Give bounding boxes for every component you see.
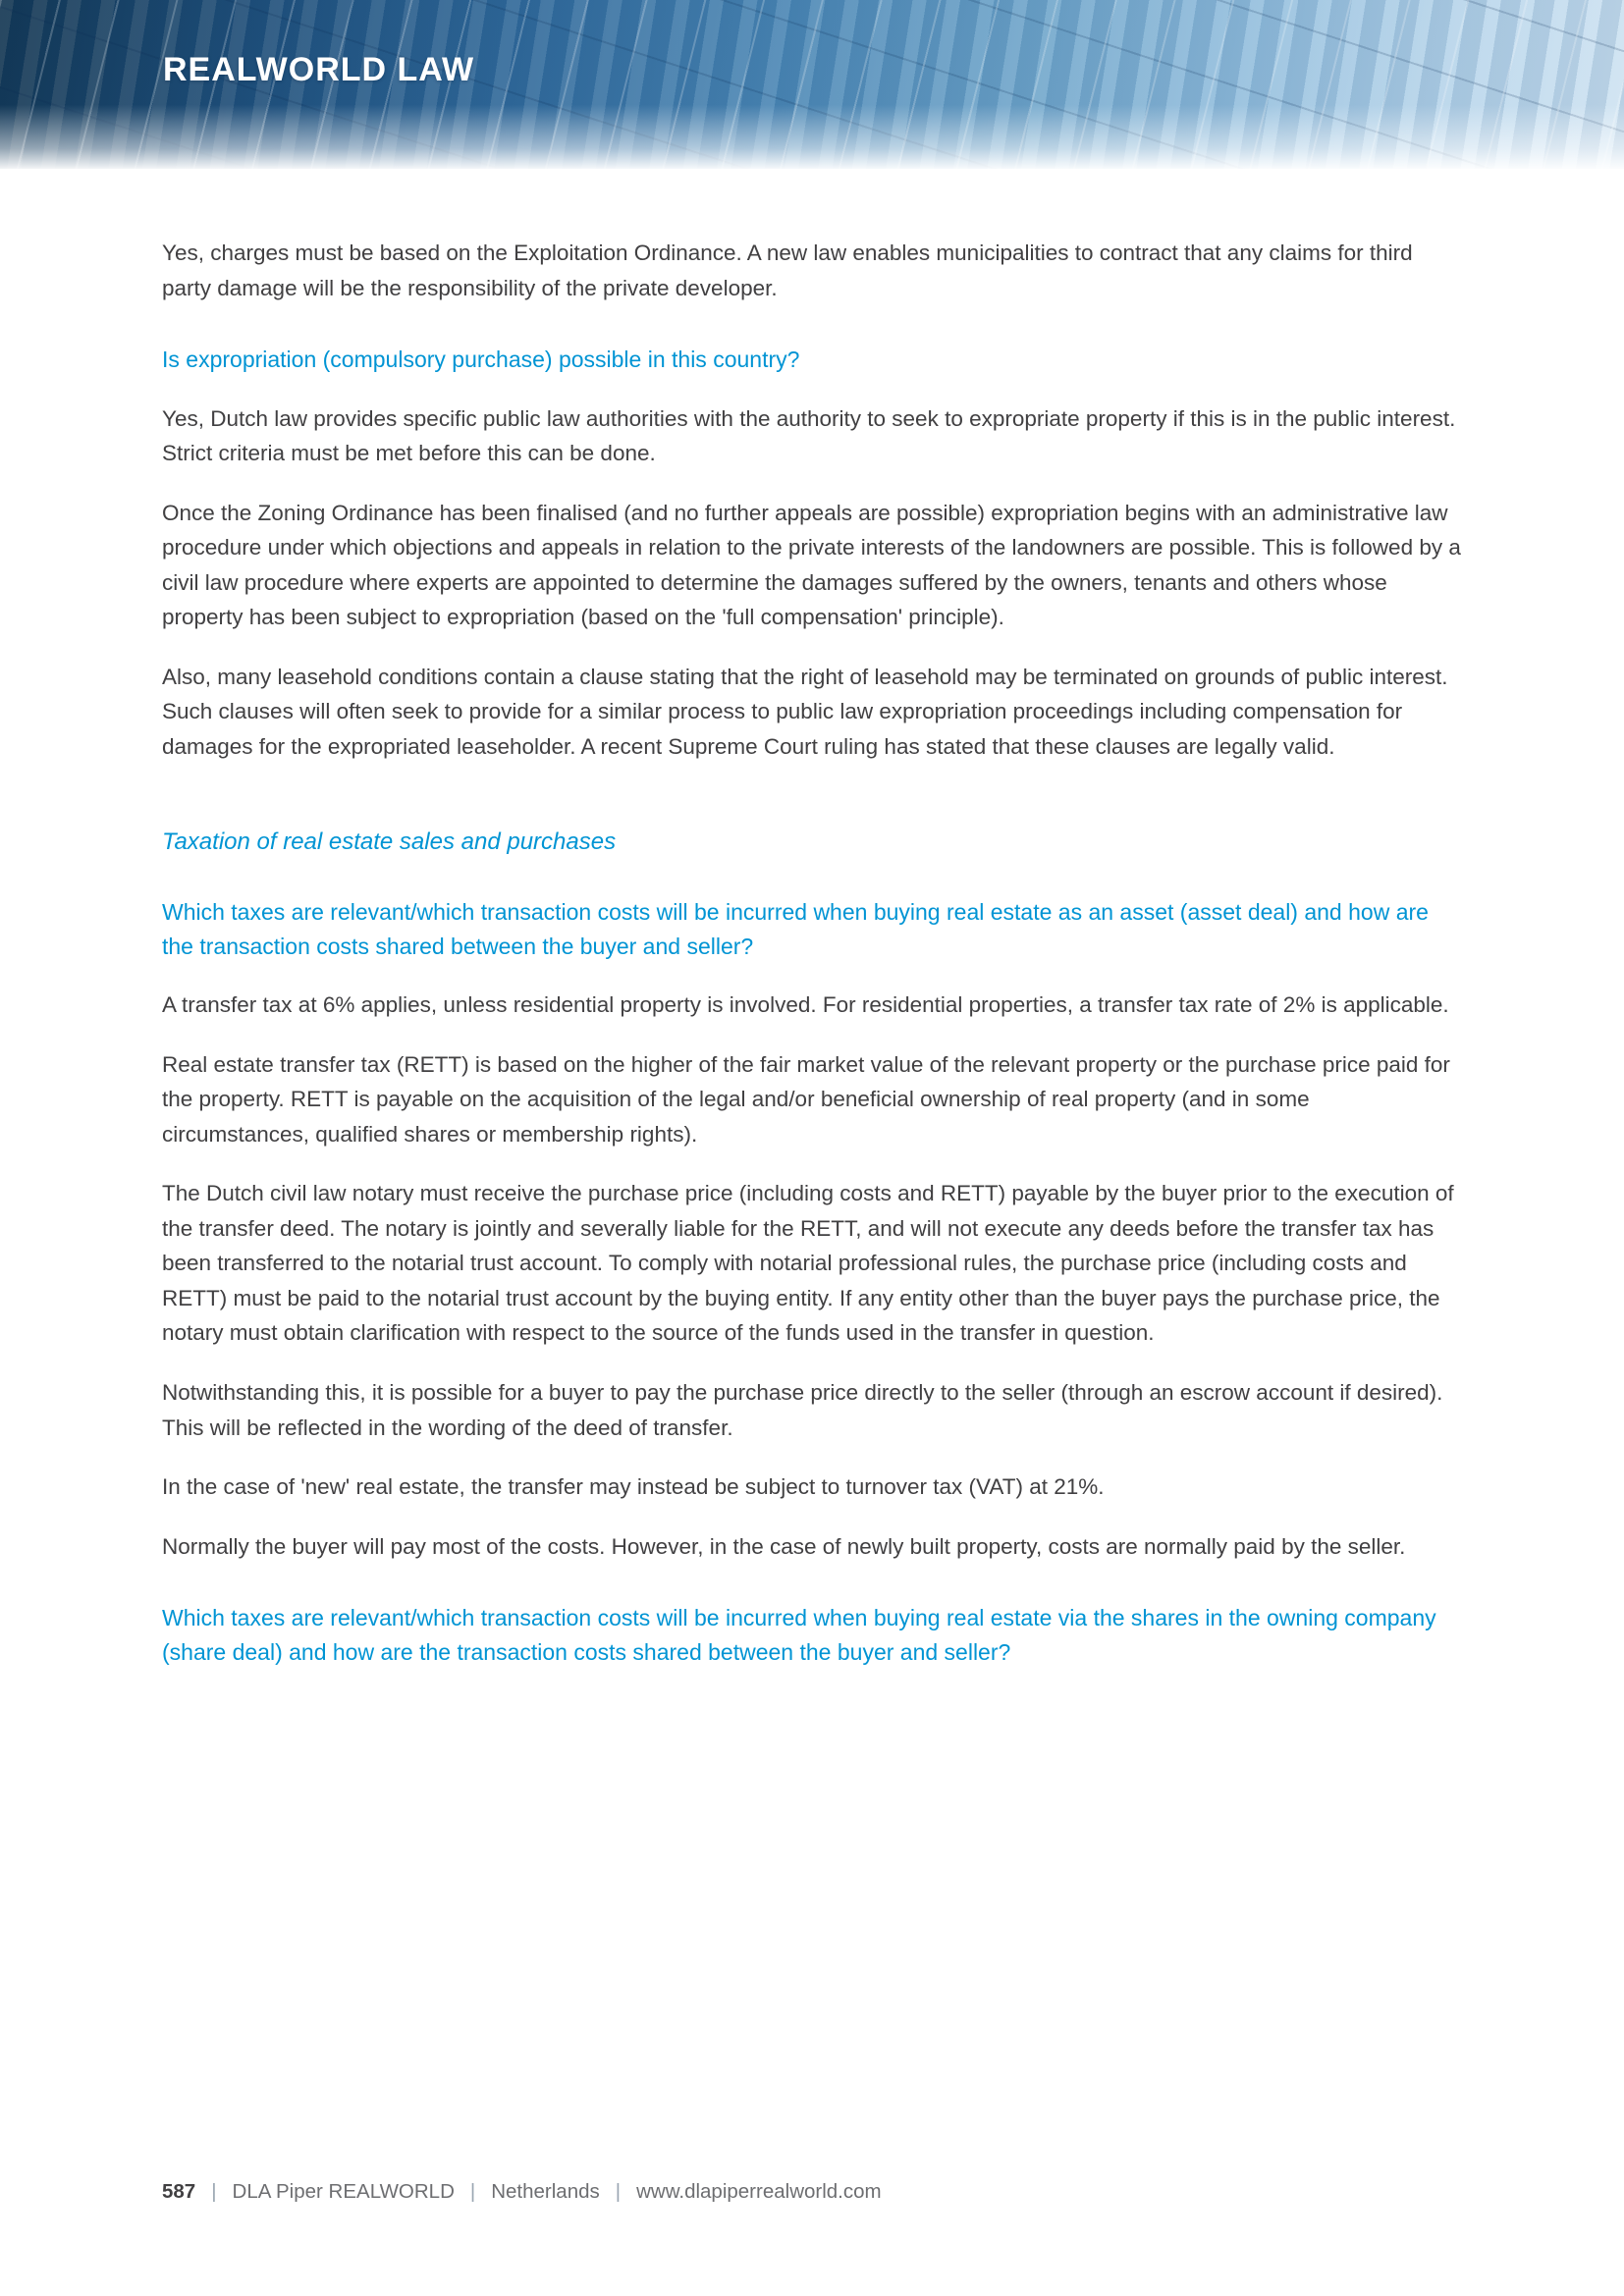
section-heading: Taxation of real estate sales and purchases — [162, 828, 617, 855]
footer-separator: | — [469, 2180, 476, 2203]
brand-title: REALWORLD LAW — [163, 51, 475, 88]
paragraph: The Dutch civil law notary must receive the purchase price (including costs and RETT) payable by the buyer prior to the execution of the transfer deed. The notary is jointly and severally liable for the RETT, and will not execute any deeds before the transfer tax has been transferred to the notarial trust account. To comply with notarial professional rules, the purchase price (including costs and RETT) must be paid to the notarial trust account by the buying entity. If any entity other than the buyer pays the purchase price, the notary must obtain clarification with respect to the source of the funds used in the transfer in question. — [162, 1181, 1454, 1346]
header-banner — [0, 0, 1624, 169]
page-number: 587 — [162, 2180, 196, 2203]
paragraph: A transfer tax at 6% applies, unless residential property is involved. For residential properties, a transfer tax rate of 2% is applicable. — [162, 992, 1449, 1018]
question-heading: Is expropriation (compulsory purchase) possible in this country? — [162, 347, 800, 373]
paragraph: Real estate transfer tax (RETT) is based on the higher of the fair market value of the relevant property or the purchase price paid for the property. RETT is payable on the acquisition of the legal and/or beneficial ownership of real property (and in some circumstances, qualified shares or membership rights). — [162, 1051, 1450, 1147]
footer-separator: | — [615, 2180, 622, 2203]
footer-item: Netherlands — [491, 2180, 600, 2203]
footer-item: DLA Piper REALWORLD — [232, 2180, 455, 2203]
document-content — [0, 169, 1624, 1669]
question-heading: Which taxes are relevant/which transaction costs will be incurred when buying real estate via the shares in the owning company (share deal) and how are the transaction costs shared between the buyer and seller? — [162, 1605, 1436, 1665]
footer-separator: | — [211, 2180, 217, 2203]
paragraph: In the case of 'new' real estate, the transfer may instead be subject to turnover tax (VAT) at 21%. — [162, 1474, 1105, 1500]
paragraph: Also, many leasehold conditions contain a clause stating that the right of leasehold may be terminated on grounds of public interest. Such clauses will often seek to provide for a similar process to public law expropriation proceedings including compensation for damages for the expropriated leaseholder. A recent Supreme Court ruling has stated that these clauses are legally valid. — [162, 664, 1448, 759]
question-heading: Which taxes are relevant/which transaction costs will be incurred when buying real estate as an asset (asset deal) and how are the transaction costs shared between the buyer and seller? — [162, 899, 1429, 959]
paragraph: Once the Zoning Ordinance has been finalised (and no further appeals are possible) expropriation begins with an administrative law procedure under which objections and appeals in relation to the private interests of the landowners are possible. This is followed by a civil law procedure where experts are appointed to determine the damages suffered by the owners, tenants and others whose property has been subject to expropriation (based on the 'full compensation' principle). — [162, 500, 1461, 630]
footer-url[interactable]: www.dlapiperrealworld.com — [636, 2180, 882, 2203]
paragraph: Yes, Dutch law provides specific public law authorities with the authority to seek to expropriate property if this is in the public interest. Strict criteria must be met before this can be done. — [162, 405, 1456, 466]
page-footer — [162, 2180, 882, 2204]
paragraph: Notwithstanding this, it is possible for a buyer to pay the purchase price directly to the seller (through an escrow account if desired). This will be reflected in the wording of the deed of transfer. — [162, 1380, 1443, 1440]
paragraph: Yes, charges must be based on the Exploitation Ordinance. A new law enables municipalities to contract that any claims for third party damage will be the responsibility of the private developer. — [162, 240, 1413, 300]
paragraph: Normally the buyer will pay most of the costs. However, in the case of newly built property, costs are normally paid by the seller. — [162, 1533, 1406, 1559]
